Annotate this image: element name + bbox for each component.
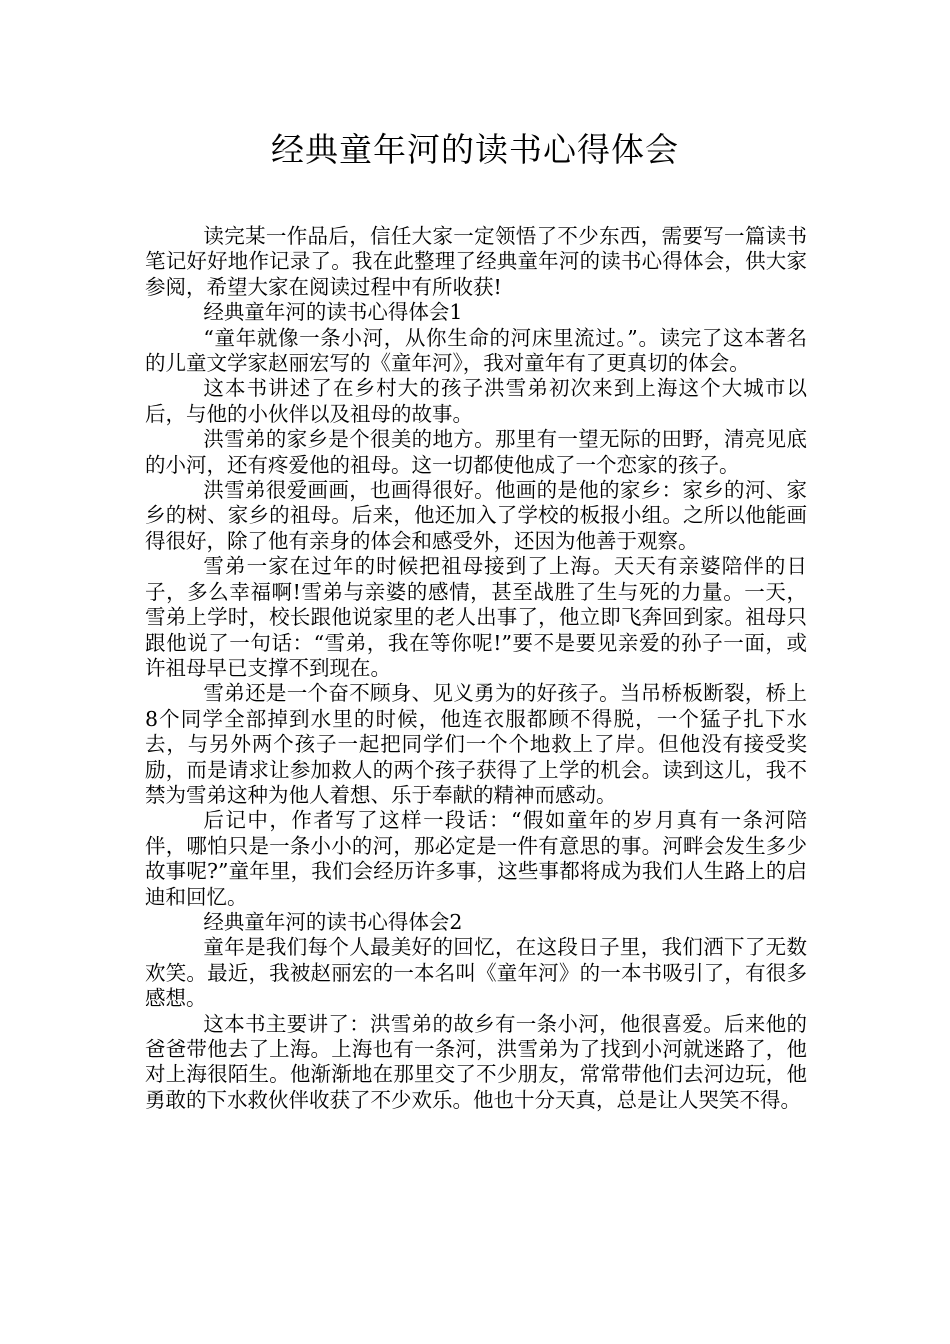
intro-paragraph: 读完某一作品后，信任大家一定领悟了不少东西，需要写一篇读书笔记好好地作记录了。我在此整理了经典童年河的读书心得体会，供大家参阅，希望大家在阅读过程中有所收获! [145, 224, 807, 299]
body-paragraph: 雪弟一家在过年的时候把祖母接到了上海。天天有亲婆陪伴的日子，多么幸福啊!雪弟与亲婆的感情，甚至战胜了生与死的力量。一天，雪弟上学时，校长跟他说家里的老人出事了，他立即飞奔回到家。祖母只跟他说了一句话：“雪弟，我在等你呢!”要不是要见亲爱的孙子一面，或许祖母早已支撑不到现在。 [145, 554, 807, 680]
body-paragraph: 洪雪弟的家乡是个很美的地方。那里有一望无际的田野，清亮见底的小河，还有疼爱他的祖母。这一切都使他成了一个恋家的孩子。 [145, 427, 807, 477]
body-paragraph: 这本书主要讲了：洪雪弟的故乡有一条小河，他很喜爱。后来他的爸爸带他去了上海。上海也有一条河，洪雪弟为了找到小河就迷路了，他对上海很陌生。他渐渐地在那里交了不少朋友，常常带他们去河边玩，他勇敢的下水救伙伴收获了不少欢乐。他也十分天真，总是让人哭笑不得。 [145, 1011, 807, 1112]
body-paragraph: 雪弟还是一个奋不顾身、见义勇为的好孩子。当吊桥板断裂，桥上8个同学全部掉到水里的时候，他连衣服都顾不得脱，一个猛子扎下水去，与另外两个孩子一起把同学们一个个地救上了岸。但他没有接受奖励，而是请求让参加救人的两个孩子获得了上学的机会。读到这儿，我不禁为雪弟这种为他人着想、乐于奉献的精神而感动。 [145, 681, 807, 807]
body-paragraph: “童年就像一条小河，从你生命的河床里流过。”。读完了这本著名的儿童文学家赵丽宏写的《童年河》，我对童年有了更真切的体会。 [145, 325, 807, 376]
section-heading-2: 经典童年河的读书心得体会2 [203, 909, 463, 934]
document-body [145, 224, 807, 1113]
body-paragraph: 童年是我们每个人最美好的回忆，在这段日子里，我们洒下了无数欢笑。最近，我被赵丽宏的一本名叫《童年河》的一本书吸引了，有很多感想。 [145, 935, 807, 1011]
body-paragraph: 这本书讲述了在乡村大的孩子洪雪弟初次来到上海这个大城市以后，与他的小伙伴以及祖母的故事。 [145, 376, 807, 426]
body-paragraph: 洪雪弟很爱画画，也画得很好。他画的是他的家乡：家乡的河、家乡的树、家乡的祖母。后来，他还加入了学校的板报小组。之所以他能画得很好，除了他有亲身的体会和感受外，还因为他善于观察。 [145, 478, 807, 553]
section-heading-1: 经典童年河的读书心得体会1 [203, 300, 463, 325]
body-paragraph: 后记中，作者写了这样一段话：“假如童年的岁月真有一条河陪伴，哪怕只是一条小小的河，那必定是一件有意思的事。河畔会发生多少故事呢?”童年里，我们会经历许多事，这些事都将成为我们人生路上的启迪和回忆。 [145, 808, 807, 909]
document-title: 经典童年河的读书心得体会 [271, 130, 679, 169]
